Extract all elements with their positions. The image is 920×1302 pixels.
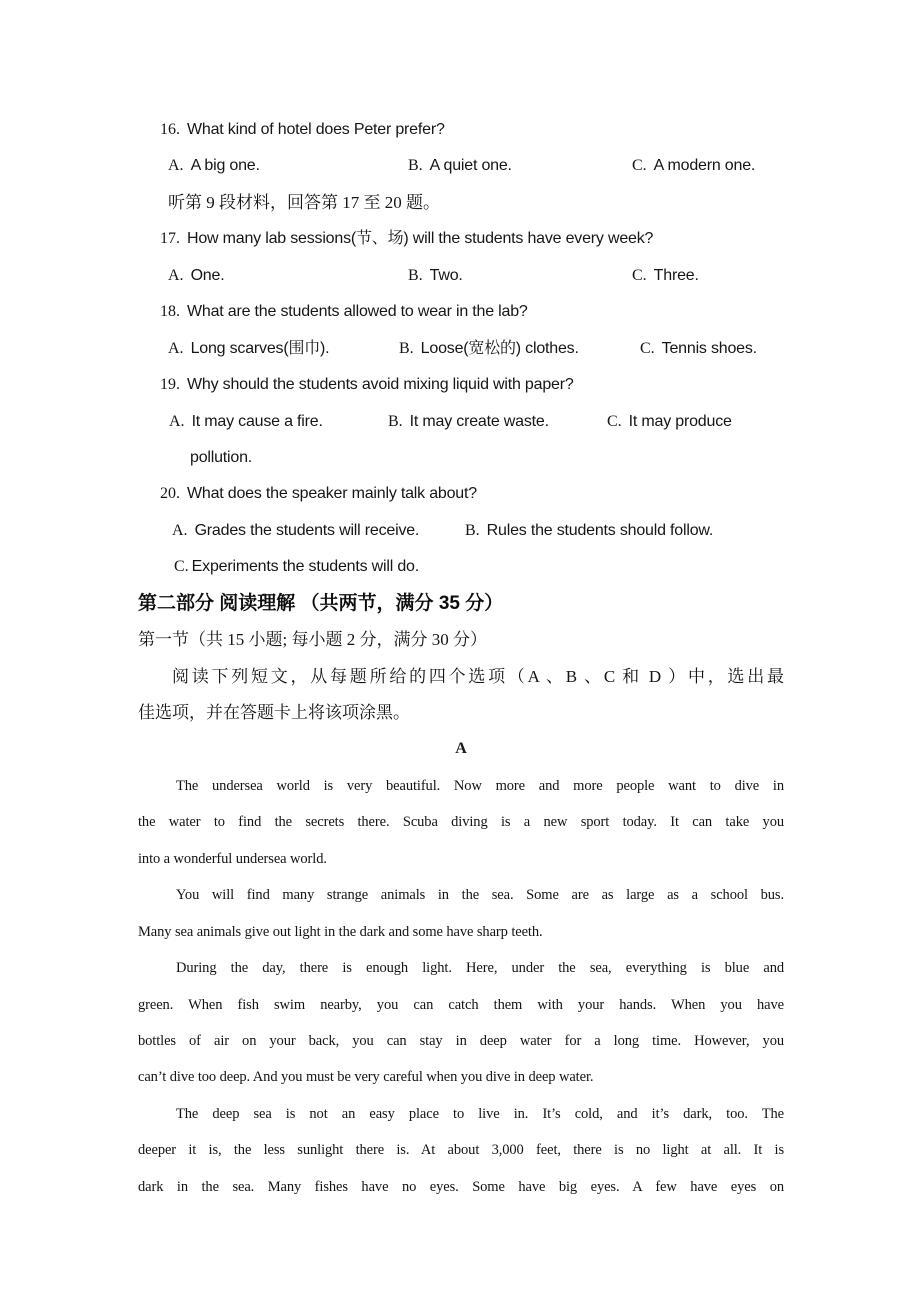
question-16-number: 16. <box>160 121 180 138</box>
passage-paragraph-3-line: can’t dive too deep. And you must be very careful when you dive in deep water. <box>138 1069 594 1086</box>
option-a-label: A. <box>169 412 185 430</box>
option-b-text: Rules the students should follow. <box>486 521 714 539</box>
option-c-label: C. <box>174 558 189 576</box>
option-b-label: B. <box>399 339 414 357</box>
option-c-text: A modern one. <box>653 157 756 175</box>
question-18-option-c <box>640 331 757 367</box>
question-17-options <box>138 258 784 294</box>
question-16-option-b <box>408 148 512 184</box>
question-20-number: 20. <box>160 485 180 503</box>
question-19-option-c <box>607 404 732 440</box>
question-16-option-a <box>168 148 260 184</box>
question-20-option-c <box>138 549 784 585</box>
option-b-text: It may create waste. <box>409 412 549 430</box>
option-b-text: Two. <box>429 266 463 284</box>
option-a-label: A. <box>172 521 188 539</box>
passage-paragraph-1-line: the water to find the secrets there. Scuba diving is a new sport today. It can take you <box>138 814 784 831</box>
question-18-option-b <box>399 331 579 367</box>
option-b-text: Loose(宽松的) clothes. <box>420 339 579 357</box>
option-c-label: C. <box>607 412 622 430</box>
passage-paragraph-3-line: bottles of air on your back, you can stay in deep water for a long time. However, you <box>138 1032 784 1049</box>
question-20 <box>138 476 784 512</box>
question-19-text: Why should the students avoid mixing liquid with paper? <box>187 376 574 394</box>
passage-paragraph-2-line: Many sea animals give out light in the dark and some have sharp teeth. <box>138 923 543 940</box>
passage-paragraph-1-line: into a wonderful undersea world. <box>138 850 327 867</box>
question-18-text: What are the students allowed to wear in the lab? <box>187 303 528 321</box>
option-b-label: B. <box>465 521 480 539</box>
reading-part-header: 第二部分 阅读理解 （共两节，满分 35 分） <box>138 592 504 614</box>
passage-paragraph-4-line: deeper it is, the less sunlight there is. At about 3,000 feet, there is no light at all. It is <box>138 1142 784 1159</box>
option-b-label: B. <box>408 157 423 175</box>
option-c-text: Three. <box>653 266 699 284</box>
reading-instructions-line-2: 佳选项，并在答题卡上将该项涂黑。 <box>138 703 410 722</box>
question-16-option-c <box>632 148 755 184</box>
passage-paragraph-4-line: dark in the sea. Many fishes have no eyes. Some have big eyes. A few have eyes on <box>138 1178 784 1195</box>
passage-a-label: A <box>455 740 467 758</box>
option-b-label: B. <box>408 266 423 284</box>
option-a-text: A big one. <box>190 157 260 175</box>
question-19-option-a <box>169 404 323 440</box>
option-c-text: Experiments the students will do. <box>191 558 419 576</box>
option-c-label: C. <box>640 339 655 357</box>
passage-paragraph-1-line: The undersea world is very beautiful. Now more and more people want to dive in <box>176 777 784 794</box>
option-b-label: B. <box>388 412 403 430</box>
reading-instructions-line-1: 阅读下列短文，从每题所给的四个选项（A 、B 、C 和 D ）中，选出最 <box>172 666 784 686</box>
option-c-label: C. <box>632 266 647 284</box>
question-20-option-a <box>172 513 419 549</box>
exam-document <box>138 112 784 1205</box>
passage-paragraph-4-line: The deep sea is not an easy place to live in. It’s cold, and it’s dark, too. The <box>176 1105 784 1122</box>
option-a-text: Grades the students will receive. <box>194 521 420 539</box>
question-17-option-b <box>408 258 463 294</box>
question-17-number: 17. <box>160 230 180 248</box>
passage-paragraph-2-line: You will find many strange animals in the sea. Some are as large as a school bus. <box>176 887 784 904</box>
question-16-text: What kind of hotel does Peter prefer? <box>187 121 445 138</box>
question-16-options <box>138 148 784 184</box>
option-a-text: Long scarves(围巾). <box>190 339 330 357</box>
option-b-text: A quiet one. <box>429 157 512 175</box>
question-18 <box>138 294 784 330</box>
question-20-option-b <box>465 513 713 549</box>
question-19-number: 19. <box>160 376 180 394</box>
option-c-label: C. <box>632 157 647 175</box>
option-a-label: A. <box>168 157 184 175</box>
question-19 <box>138 367 784 403</box>
question-19-options <box>138 404 784 440</box>
question-17-option-a <box>168 258 224 294</box>
question-19-option-c-continuation <box>138 440 784 476</box>
question-18-number: 18. <box>160 303 180 321</box>
option-a-text: One. <box>190 266 225 284</box>
question-20-text: What does the speaker mainly talk about? <box>187 485 477 503</box>
option-a-text: It may cause a fire. <box>191 412 323 430</box>
question-17-text: How many lab sessions(节、场) will the students have every week? <box>187 230 654 248</box>
listening-material-note: 听第 9 段材料，回答第 17 至 20 题。 <box>168 192 440 212</box>
option-a-label: A. <box>168 266 184 284</box>
reading-section-header: 第一节（共 15 小题; 每小题 2 分，满分 30 分） <box>138 630 487 650</box>
option-c-continuation-text: pollution. <box>190 448 253 466</box>
option-c-text: Tennis shoes. <box>661 339 757 357</box>
option-c-text: It may produce <box>628 412 732 430</box>
question-18-option-a <box>168 331 329 367</box>
option-a-label: A. <box>168 339 184 357</box>
passage-paragraph-3-line: green. When fish swim nearby, you can catch them with your hands. When you have <box>138 996 784 1013</box>
question-17 <box>138 221 784 257</box>
question-16 <box>138 112 784 148</box>
question-19-option-b <box>388 404 549 440</box>
question-17-option-c <box>632 258 699 294</box>
question-18-options <box>138 331 784 367</box>
passage-paragraph-3-line: During the day, there is enough light. Here, under the sea, everything is blue and <box>176 960 784 977</box>
question-20-options-ab <box>138 513 784 549</box>
